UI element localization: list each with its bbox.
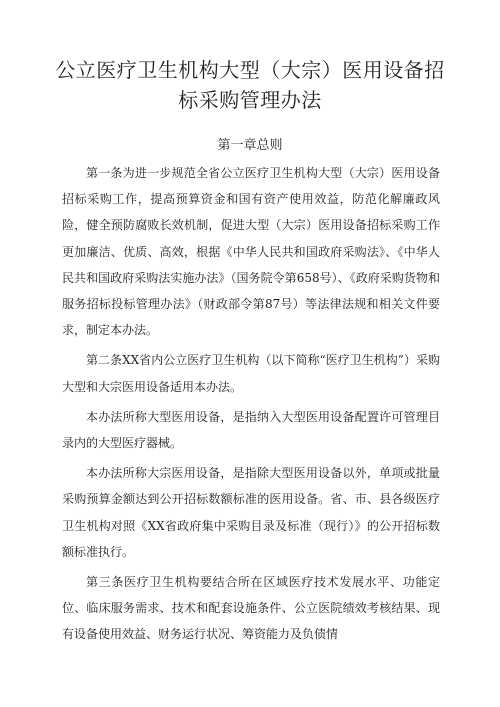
document-body (62, 160, 440, 652)
paragraph-article-2: 第二条XX省内公立医疗卫生机构（以下简称“医疗卫生机构”）采购大型和大宗医用设备适用本办法。 (62, 353, 440, 394)
document-title (40, 55, 460, 115)
document-title-line-2: 标采购管理办法 (178, 88, 322, 112)
paragraph-bulk-equipment-definition: 本办法所称大宗医用设备，是指除大型医用设备以外，单项或批量采购预算金额达到公开招标数额标准的医用设备。省、市、县各级医疗卫生机构对照《XX省政府集中采购目录及标准（现行）》的公开招标数额标准执行。 (62, 466, 440, 559)
document-title-line-1: 公立医疗卫生机构大型（大宗）医用设备招 (55, 58, 445, 82)
paragraph-article-3: 第三条医疗卫生机构要结合所在区域医疗技术发展水平、功能定位、临床服务需求、技术和配套设施条件、公立医院绩效考核结果、现有设备使用效益、财务运行状况、筹资能力及负债情 (62, 575, 440, 642)
chapter-heading: 第一章总则 (217, 138, 283, 153)
paragraph-article-1: 第一条为进一步规范全省公立医疗卫生机构大型（大宗）医用设备招标采购工作，提高预算资金和国有资产使用效益，防范化解廉政风险，健全预防腐败长效机制，促进大型（大宗）医用设备招标采购工作更加廉洁、优质、高效，根据《中华人民共和国政府采购法》、《中华人民共和国政府采购法实施办法》（国务院令第658号）、《政府采购货物和服务招标投标管理办法》（财政部令第87号）等法律法规和相关文件要求，制定本办法。 (62, 166, 440, 338)
paragraph-large-equipment-definition: 本办法所称大型医用设备，是指纳入大型医用设备配置许可管理目录内的大型医疗器械。 (62, 409, 440, 451)
